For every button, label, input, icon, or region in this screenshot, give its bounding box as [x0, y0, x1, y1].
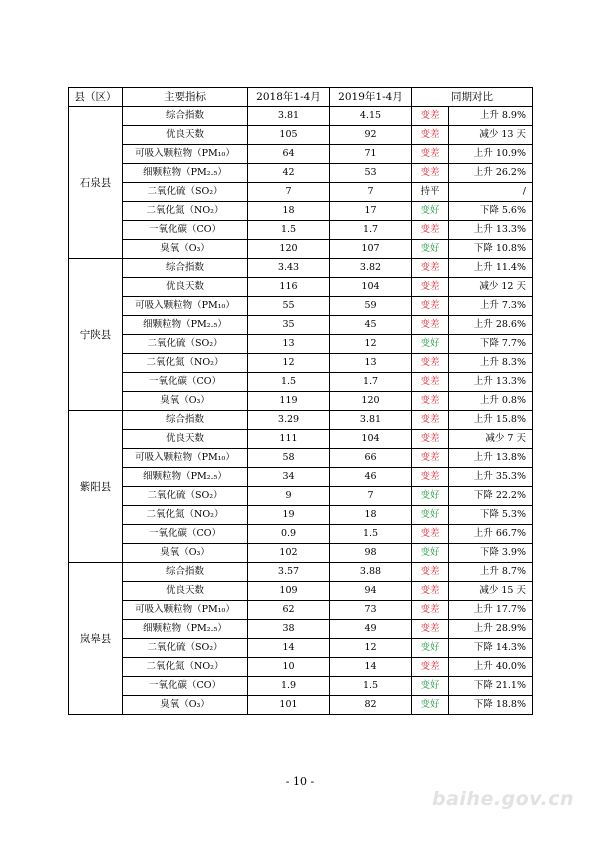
change-cell: 上升 28.9%	[449, 620, 533, 639]
value-2018-cell: 14	[248, 639, 330, 658]
value-2019-cell: 66	[330, 449, 412, 468]
table-header-row	[69, 88, 533, 107]
header-indicator: 主要指标	[123, 88, 248, 107]
indicator-cell: 二氧化氮（NO₂）	[123, 202, 248, 221]
header-compare: 同期对比	[412, 88, 533, 107]
table-row	[69, 392, 533, 411]
table-row	[69, 259, 533, 278]
value-2019-cell: 18	[330, 506, 412, 525]
indicator-cell: 可吸入颗粒物（PM₁₀）	[123, 601, 248, 620]
change-cell: 下降 18.8%	[449, 696, 533, 715]
status-cell: 变差	[412, 221, 449, 240]
change-cell: 上升 0.8%	[449, 392, 533, 411]
table-row	[69, 620, 533, 639]
value-2018-cell: 58	[248, 449, 330, 468]
value-2018-cell: 38	[248, 620, 330, 639]
change-cell: 上升 7.3%	[449, 297, 533, 316]
status-cell: 变好	[412, 487, 449, 506]
value-2018-cell: 7	[248, 183, 330, 202]
change-cell: 下降 7.7%	[449, 335, 533, 354]
value-2018-cell: 116	[248, 278, 330, 297]
status-cell: 变差	[412, 107, 449, 126]
change-cell: 上升 17.7%	[449, 601, 533, 620]
status-cell: 变差	[412, 373, 449, 392]
status-cell: 变好	[412, 202, 449, 221]
value-2019-cell: 12	[330, 639, 412, 658]
value-2018-cell: 62	[248, 601, 330, 620]
table-row	[69, 563, 533, 582]
change-cell: 上升 28.6%	[449, 316, 533, 335]
indicator-cell: 可吸入颗粒物（PM₁₀）	[123, 449, 248, 468]
table-row	[69, 316, 533, 335]
change-cell: 减少 15 天	[449, 582, 533, 601]
indicator-cell: 二氧化硫（SO₂）	[123, 487, 248, 506]
change-cell: 下降 22.2%	[449, 487, 533, 506]
table-row	[69, 297, 533, 316]
status-cell: 变差	[412, 525, 449, 544]
value-2018-cell: 12	[248, 354, 330, 373]
header-county: 县（区）	[69, 88, 123, 107]
table-row	[69, 468, 533, 487]
indicator-cell: 二氧化硫（SO₂）	[123, 335, 248, 354]
value-2018-cell: 55	[248, 297, 330, 316]
table-row	[69, 335, 533, 354]
change-cell: 减少 12 天	[449, 278, 533, 297]
indicator-cell: 二氧化氮（NO₂）	[123, 506, 248, 525]
value-2018-cell: 109	[248, 582, 330, 601]
value-2018-cell: 18	[248, 202, 330, 221]
status-cell: 变差	[412, 164, 449, 183]
status-cell: 变好	[412, 240, 449, 259]
change-cell: 上升 13.3%	[449, 221, 533, 240]
status-cell: 变差	[412, 468, 449, 487]
status-cell: 变差	[412, 430, 449, 449]
county-cell: 岚皋县	[69, 563, 123, 715]
status-cell: 变差	[412, 411, 449, 430]
value-2019-cell: 120	[330, 392, 412, 411]
change-cell: 上升 8.3%	[449, 354, 533, 373]
value-2019-cell: 1.5	[330, 677, 412, 696]
status-cell: 变好	[412, 506, 449, 525]
value-2018-cell: 9	[248, 487, 330, 506]
change-cell: 下降 10.8%	[449, 240, 533, 259]
value-2018-cell: 64	[248, 145, 330, 164]
change-cell: 减少 7 天	[449, 430, 533, 449]
value-2018-cell: 102	[248, 544, 330, 563]
indicator-cell: 优良天数	[123, 582, 248, 601]
status-cell: 变差	[412, 145, 449, 164]
indicator-cell: 可吸入颗粒物（PM₁₀）	[123, 145, 248, 164]
status-cell: 变差	[412, 563, 449, 582]
indicator-cell: 综合指数	[123, 563, 248, 582]
value-2019-cell: 53	[330, 164, 412, 183]
table-row	[69, 430, 533, 449]
value-2018-cell: 35	[248, 316, 330, 335]
indicator-cell: 一氧化碳（CO）	[123, 525, 248, 544]
indicator-cell: 细颗粒物（PM₂.₅）	[123, 620, 248, 639]
table-row	[69, 183, 533, 202]
status-cell: 变差	[412, 658, 449, 677]
table-row	[69, 487, 533, 506]
indicator-cell: 二氧化硫（SO₂）	[123, 639, 248, 658]
value-2018-cell: 34	[248, 468, 330, 487]
header-2018: 2018年1-4月	[248, 88, 330, 107]
value-2019-cell: 7	[330, 183, 412, 202]
value-2018-cell: 0.9	[248, 525, 330, 544]
table-row	[69, 354, 533, 373]
value-2019-cell: 46	[330, 468, 412, 487]
status-cell: 变好	[412, 639, 449, 658]
table-row	[69, 145, 533, 164]
status-cell: 变差	[412, 354, 449, 373]
value-2019-cell: 71	[330, 145, 412, 164]
change-cell: 下降 3.9%	[449, 544, 533, 563]
status-cell: 变差	[412, 449, 449, 468]
value-2018-cell: 3.81	[248, 107, 330, 126]
value-2019-cell: 1.7	[330, 373, 412, 392]
value-2019-cell: 59	[330, 297, 412, 316]
indicator-cell: 综合指数	[123, 107, 248, 126]
status-cell: 变差	[412, 620, 449, 639]
value-2018-cell: 1.5	[248, 221, 330, 240]
indicator-cell: 优良天数	[123, 278, 248, 297]
value-2019-cell: 17	[330, 202, 412, 221]
value-2019-cell: 13	[330, 354, 412, 373]
change-cell: 上升 15.8%	[449, 411, 533, 430]
value-2019-cell: 1.5	[330, 525, 412, 544]
page-number: - 10 -	[285, 775, 315, 788]
status-cell: 变好	[412, 677, 449, 696]
value-2019-cell: 104	[330, 278, 412, 297]
value-2019-cell: 14	[330, 658, 412, 677]
indicator-cell: 一氧化碳（CO）	[123, 677, 248, 696]
status-cell: 变差	[412, 126, 449, 145]
value-2018-cell: 3.57	[248, 563, 330, 582]
value-2018-cell: 13	[248, 335, 330, 354]
table-row	[69, 658, 533, 677]
value-2019-cell: 4.15	[330, 107, 412, 126]
value-2019-cell: 1.7	[330, 221, 412, 240]
indicator-cell: 二氧化硫（SO₂）	[123, 183, 248, 202]
indicator-cell: 二氧化氮（NO₂）	[123, 658, 248, 677]
indicator-cell: 一氧化碳（CO）	[123, 221, 248, 240]
change-cell: 下降 14.3%	[449, 639, 533, 658]
table-row	[69, 677, 533, 696]
value-2018-cell: 3.43	[248, 259, 330, 278]
indicator-cell: 细颗粒物（PM₂.₅）	[123, 316, 248, 335]
status-cell: 变差	[412, 278, 449, 297]
indicator-cell: 细颗粒物（PM₂.₅）	[123, 164, 248, 183]
air-quality-table-container	[68, 87, 532, 715]
value-2019-cell: 49	[330, 620, 412, 639]
table-row	[69, 411, 533, 430]
table-row	[69, 240, 533, 259]
change-cell: 下降 21.1%	[449, 677, 533, 696]
indicator-cell: 臭氧（O₃）	[123, 696, 248, 715]
table-body	[69, 107, 533, 715]
status-cell: 变差	[412, 601, 449, 620]
value-2019-cell: 82	[330, 696, 412, 715]
table-row	[69, 221, 533, 240]
table-row	[69, 164, 533, 183]
change-cell: 上升 11.4%	[449, 259, 533, 278]
value-2018-cell: 1.9	[248, 677, 330, 696]
indicator-cell: 臭氧（O₃）	[123, 240, 248, 259]
air-quality-table	[68, 87, 533, 715]
change-cell: 上升 8.9%	[449, 107, 533, 126]
value-2019-cell: 7	[330, 487, 412, 506]
status-cell: 变差	[412, 297, 449, 316]
change-cell: /	[449, 183, 533, 202]
table-row	[69, 202, 533, 221]
value-2019-cell: 3.81	[330, 411, 412, 430]
indicator-cell: 一氧化碳（CO）	[123, 373, 248, 392]
indicator-cell: 综合指数	[123, 259, 248, 278]
value-2019-cell: 94	[330, 582, 412, 601]
change-cell: 上升 10.9%	[449, 145, 533, 164]
indicator-cell: 二氧化氮（NO₂）	[123, 354, 248, 373]
change-cell: 下降 5.6%	[449, 202, 533, 221]
indicator-cell: 综合指数	[123, 411, 248, 430]
value-2019-cell: 104	[330, 430, 412, 449]
table-row	[69, 126, 533, 145]
value-2019-cell: 107	[330, 240, 412, 259]
header-2019: 2019年1-4月	[330, 88, 412, 107]
change-cell: 下降 5.3%	[449, 506, 533, 525]
table-row	[69, 506, 533, 525]
table-row	[69, 601, 533, 620]
value-2018-cell: 1.5	[248, 373, 330, 392]
value-2018-cell: 10	[248, 658, 330, 677]
value-2018-cell: 42	[248, 164, 330, 183]
indicator-cell: 细颗粒物（PM₂.₅）	[123, 468, 248, 487]
value-2019-cell: 3.88	[330, 563, 412, 582]
value-2018-cell: 3.29	[248, 411, 330, 430]
watermark: baihe.gov.cn	[432, 788, 575, 810]
indicator-cell: 臭氧（O₃）	[123, 392, 248, 411]
status-cell: 变差	[412, 259, 449, 278]
change-cell: 上升 35.3%	[449, 468, 533, 487]
table-row	[69, 544, 533, 563]
status-cell: 变差	[412, 392, 449, 411]
county-cell: 紫阳县	[69, 411, 123, 563]
value-2018-cell: 120	[248, 240, 330, 259]
table-row	[69, 373, 533, 392]
status-cell: 变好	[412, 335, 449, 354]
table-row	[69, 696, 533, 715]
value-2018-cell: 105	[248, 126, 330, 145]
value-2018-cell: 101	[248, 696, 330, 715]
change-cell: 上升 13.3%	[449, 373, 533, 392]
value-2018-cell: 119	[248, 392, 330, 411]
table-row	[69, 278, 533, 297]
value-2019-cell: 12	[330, 335, 412, 354]
change-cell: 上升 26.2%	[449, 164, 533, 183]
change-cell: 上升 40.0%	[449, 658, 533, 677]
change-cell: 减少 13 天	[449, 126, 533, 145]
county-cell: 宁陕县	[69, 259, 123, 411]
indicator-cell: 臭氧（O₃）	[123, 544, 248, 563]
change-cell: 上升 66.7%	[449, 525, 533, 544]
change-cell: 上升 8.7%	[449, 563, 533, 582]
value-2019-cell: 73	[330, 601, 412, 620]
indicator-cell: 优良天数	[123, 430, 248, 449]
status-cell: 变好	[412, 544, 449, 563]
value-2019-cell: 92	[330, 126, 412, 145]
value-2019-cell: 98	[330, 544, 412, 563]
value-2019-cell: 45	[330, 316, 412, 335]
table-row	[69, 582, 533, 601]
table-row	[69, 525, 533, 544]
indicator-cell: 可吸入颗粒物（PM₁₀）	[123, 297, 248, 316]
value-2018-cell: 111	[248, 430, 330, 449]
value-2019-cell: 3.82	[330, 259, 412, 278]
status-cell: 变差	[412, 316, 449, 335]
status-cell: 变差	[412, 582, 449, 601]
value-2018-cell: 19	[248, 506, 330, 525]
indicator-cell: 优良天数	[123, 126, 248, 145]
county-cell: 石泉县	[69, 107, 123, 259]
table-row	[69, 639, 533, 658]
table-row	[69, 449, 533, 468]
table-row	[69, 107, 533, 126]
change-cell: 上升 13.8%	[449, 449, 533, 468]
status-cell: 变好	[412, 696, 449, 715]
status-cell: 持平	[412, 183, 449, 202]
